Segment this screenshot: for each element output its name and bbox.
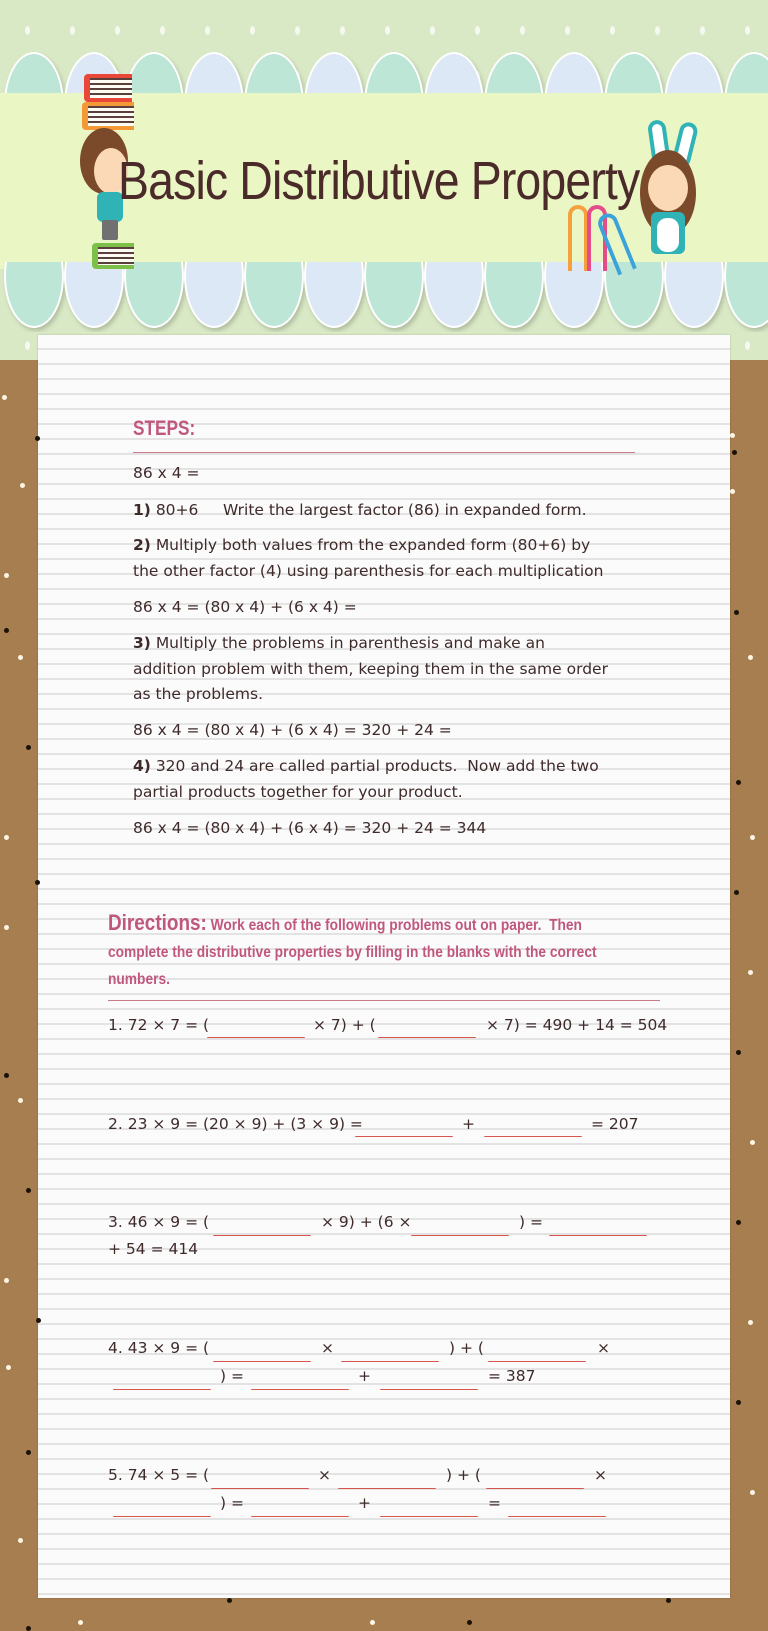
answer-blank[interactable] bbox=[484, 1136, 582, 1137]
answer-blank[interactable] bbox=[113, 1389, 211, 1390]
step-number: 1) bbox=[133, 501, 151, 519]
answer-blank[interactable] bbox=[355, 1136, 453, 1137]
answer-blank[interactable] bbox=[380, 1389, 478, 1390]
book-icon bbox=[92, 243, 134, 269]
step-number: 3) bbox=[133, 634, 151, 652]
steps-heading: STEPS: bbox=[133, 417, 196, 440]
step-2-continued: the other factor (4) using parenthesis for each multiplication bbox=[133, 562, 604, 580]
step-number: 2) bbox=[133, 536, 151, 554]
answer-blank[interactable] bbox=[549, 1235, 647, 1236]
answer-blank[interactable] bbox=[411, 1235, 509, 1236]
answer-blank[interactable] bbox=[213, 1361, 311, 1362]
steps-divider bbox=[133, 452, 635, 453]
answer-blank[interactable] bbox=[341, 1361, 439, 1362]
step-4-continued: partial products together for your product. bbox=[133, 783, 463, 801]
answer-blank[interactable] bbox=[380, 1516, 478, 1517]
step-3-continued-2: as the problems. bbox=[133, 685, 264, 703]
answer-blank[interactable] bbox=[207, 1037, 305, 1038]
book-icon bbox=[568, 205, 588, 271]
answer-blank[interactable] bbox=[488, 1361, 586, 1362]
equation-step-2: 86 x 4 = (80 x 4) + (6 x 4) = bbox=[133, 598, 357, 616]
answer-blank[interactable] bbox=[486, 1488, 584, 1489]
answer-blank[interactable] bbox=[251, 1516, 349, 1517]
directions-divider bbox=[108, 1000, 660, 1001]
directions-text: Directions: Work each of the following problems out on paper. Then complete the distributive properties by filling in the blanks with the correct numbers. bbox=[108, 910, 597, 988]
step-text: Multiply the problems in parenthesis and make an bbox=[155, 634, 545, 652]
answer-blank[interactable] bbox=[211, 1488, 309, 1489]
step-4 bbox=[133, 753, 599, 779]
steps-intro: 86 x 4 = bbox=[133, 464, 200, 482]
book-icon bbox=[84, 74, 132, 102]
answer-blank[interactable] bbox=[508, 1516, 606, 1517]
step-text: 80+6 Write the largest factor (86) in expanded form. bbox=[155, 501, 587, 519]
answer-blank[interactable] bbox=[113, 1516, 211, 1517]
step-text: Multiply both values from the expanded form (80+6) by bbox=[155, 536, 591, 554]
directions-label: Directions: bbox=[108, 910, 207, 935]
answer-blank[interactable] bbox=[251, 1389, 349, 1390]
step-3-continued: addition problem with them, keeping them in the same order bbox=[133, 660, 608, 678]
step-2 bbox=[133, 532, 590, 558]
equation-step-4: 86 x 4 = (80 x 4) + (6 x 4) = 320 + 24 = 344 bbox=[133, 819, 487, 837]
answer-blank[interactable] bbox=[338, 1488, 436, 1489]
step-text: 320 and 24 are called partial products. Now add the two bbox=[155, 757, 599, 775]
step-1 bbox=[133, 497, 587, 523]
answer-blank[interactable] bbox=[378, 1037, 476, 1038]
book-icon bbox=[82, 102, 134, 130]
step-3 bbox=[133, 630, 545, 656]
scallop-border-bottom bbox=[0, 262, 768, 332]
page-title: Basic Distributive Property bbox=[118, 151, 640, 211]
answer-blank[interactable] bbox=[213, 1235, 311, 1236]
equation-step-3: 86 x 4 = (80 x 4) + (6 x 4) = 320 + 24 = bbox=[133, 721, 452, 739]
step-number: 4) bbox=[133, 757, 151, 775]
